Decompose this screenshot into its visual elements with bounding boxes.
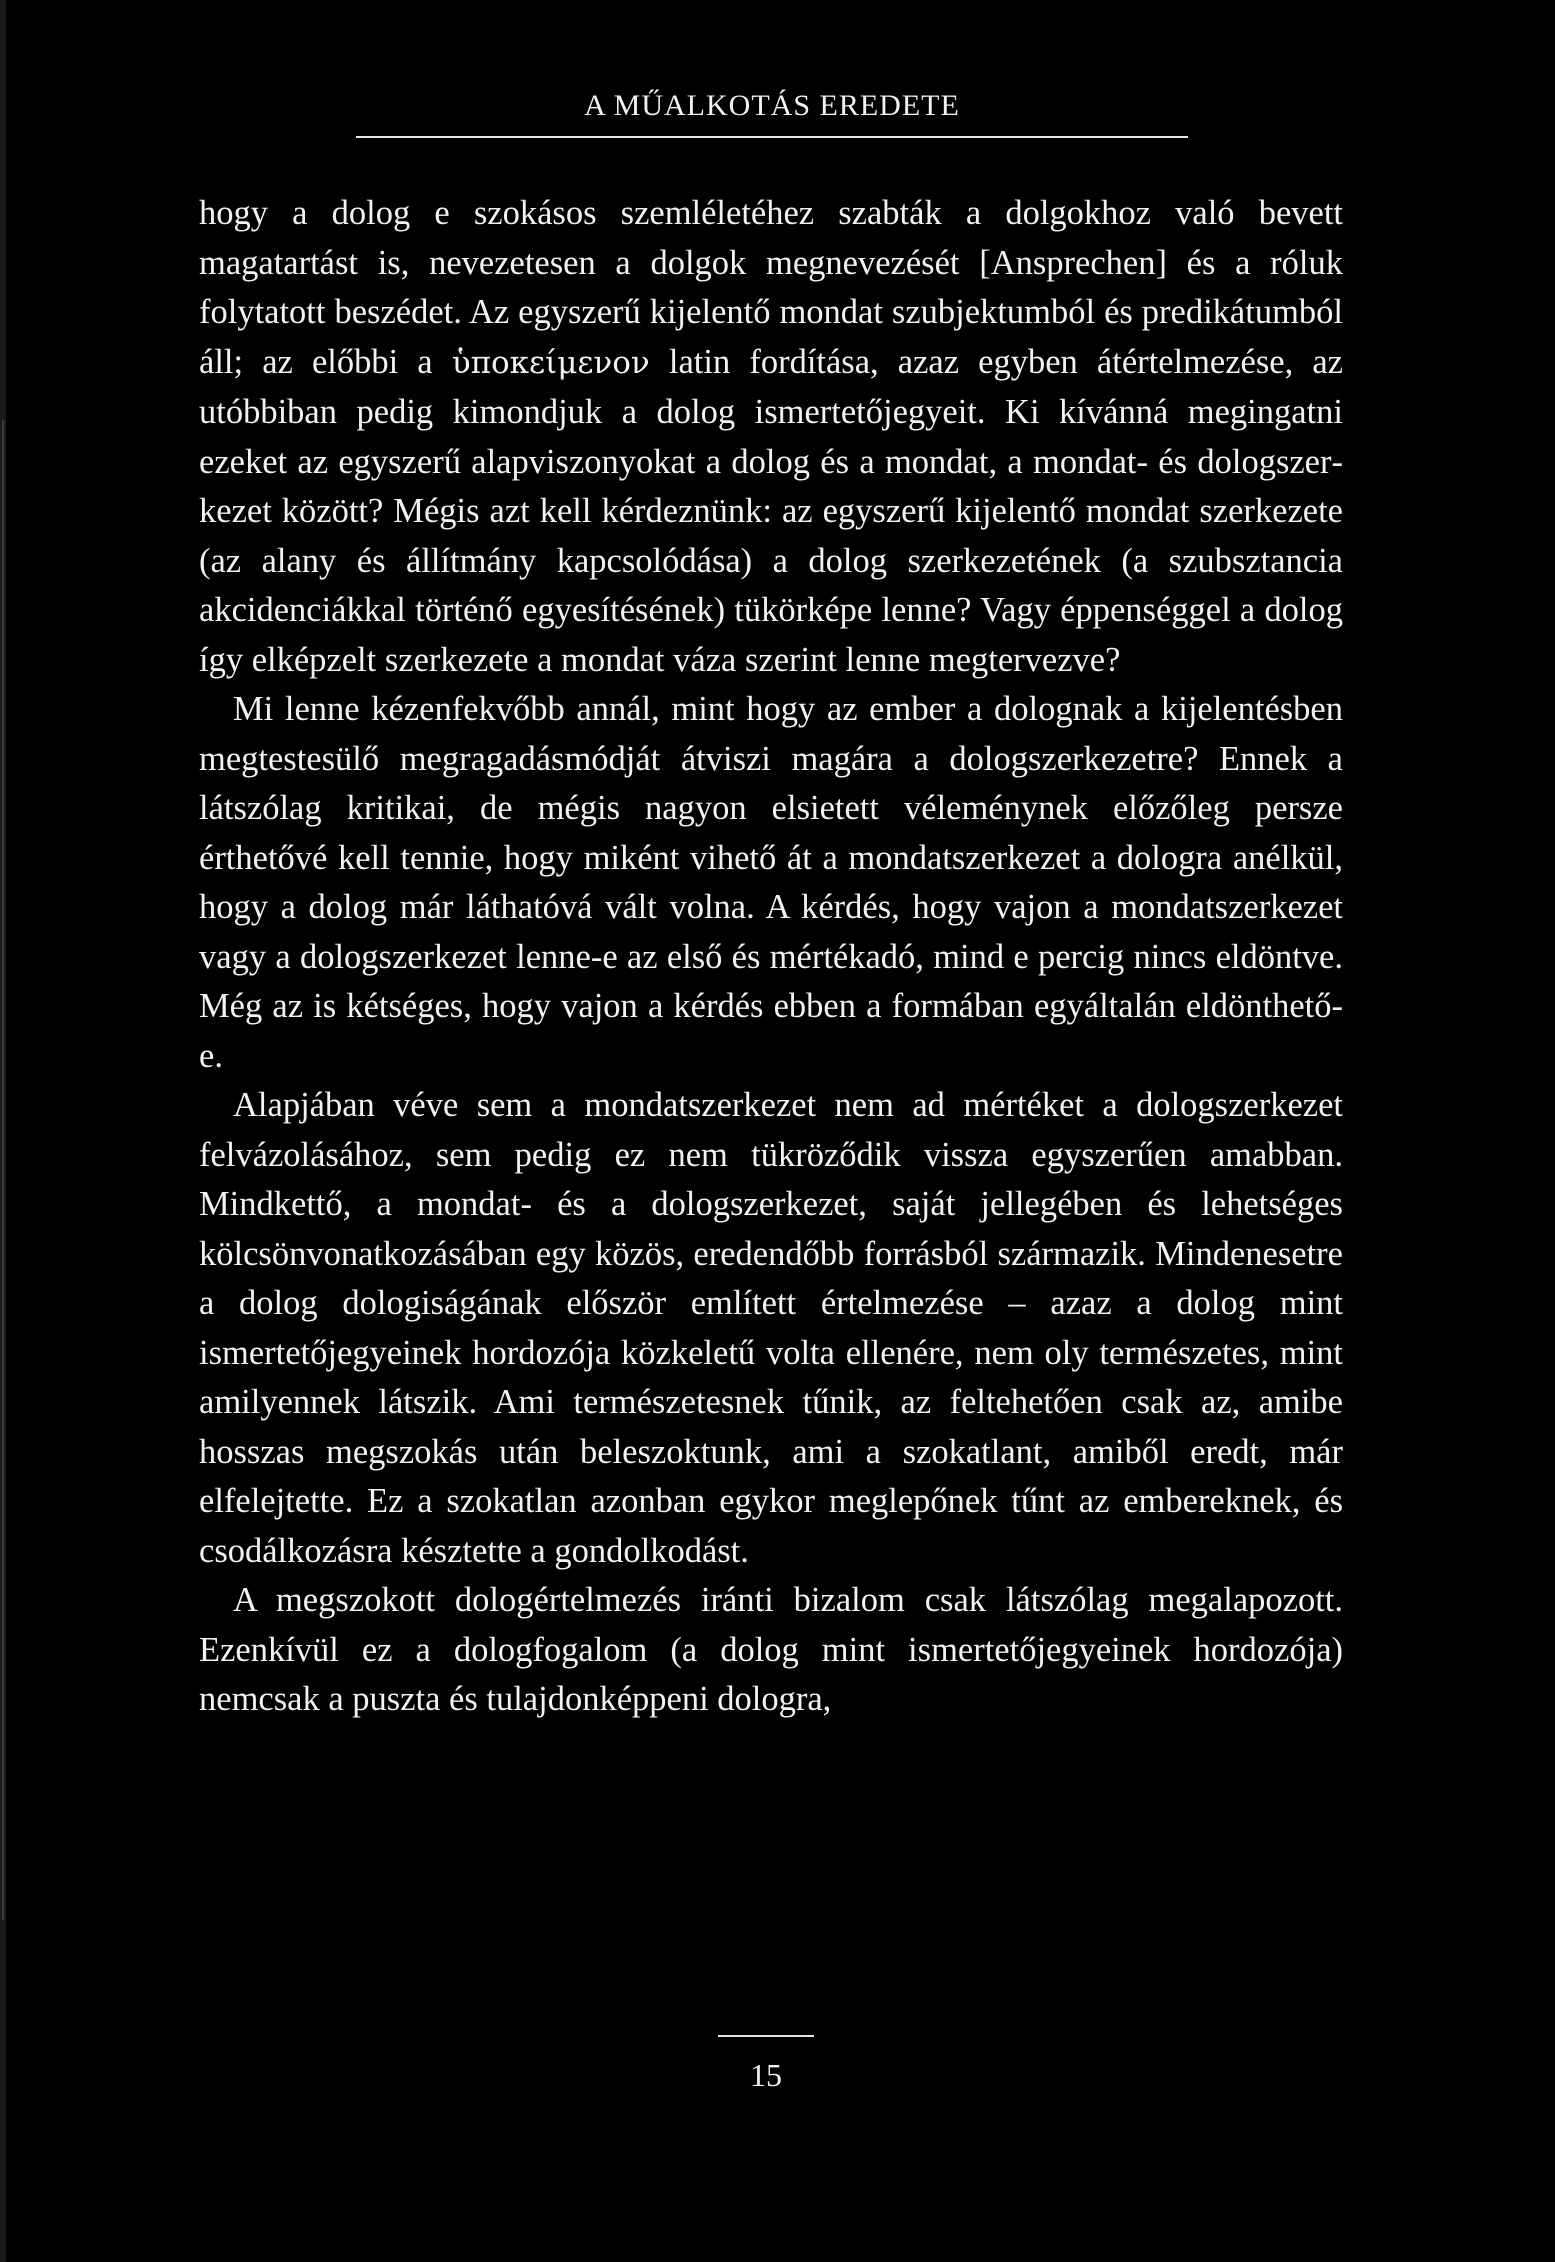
paragraph-2: Mi lenne kézenfekvőbb annál, mint hogy az ember a dolognak a kijelentésben megtestesülő megragadásmódját átviszi magára a dologszerkezetre? Ennek a látszólag kritikai, de mégis nagyon elsietett véleménynek előzőleg persze érthetővé kell tennie, hogy miként vihető át a mondatszerkezet a dologra anélkül, hogy a dolog már láthatóvá vált volna. A kérdés, hogy vajon a mondatszerkezet vagy a dologszerkezet lenne-e az első és mértékadó, mind e percig nincs eldöntve. Még az is kétséges, hogy vajon a kérdés ebben a formában egyáltalán eldönthető-e. [199, 690, 1343, 1075]
running-title: A MŰALKOTÁS EREDETE [584, 89, 960, 122]
page-body [199, 189, 1343, 1725]
paragraph-1-part-b: latin fordítása, azaz egyben átértelmezése, az utóbbiban pedig kimondjuk a dolog ismertetőjegyeit. Ki kívánná megingatni ezeket az egyszerű alapviszonyokat a dolog és a mondat, a mondat- és dologszerkezet között? Mégis azt kell kérdeznünk: az egyszerű kijelentő mondat szerkezete (az alany és állítmány kapcsolódása) a dolog szerkezetének (a szubsztancia akcidenciákkal történő egyesítésének) tükörképe lenne? Vagy éppenséggel a dolog így elképzelt szerkezete a mondat váza szerint lenne megtervezve? [199, 342, 1343, 679]
paragraph-1-part-a: hogy a dolog e szokásos szemléletéhez szabták a dolgokhoz való bevett magatartást is, nevezetesen a dolgok megnevezését [Ansprechen] és a róluk folytatott beszédet. Az egyszerű kijelentő mondat szubjektumból és predikátumból áll; az előbbi a [199, 194, 1343, 381]
scan-left-edge [0, 0, 6, 2262]
page-number: 15 [750, 2057, 782, 2093]
header-rule [356, 136, 1188, 138]
paragraph-4: A megszokott dologértelmezés iránti bizalom csak látszólag megalapozott. Ezenkívül ez a dologfogalom (a dolog mint ismertetőjegyeinek hordozója) nemcsak a puszta és tulajdonképpeni dologra, [199, 1581, 1343, 1718]
footer-rule [718, 2035, 814, 2037]
paragraph-1 [199, 189, 1343, 685]
paragraph-3: Alapjában véve sem a mondatszerkezet nem ad mértéket a dologszerkezet felvázolásához, sem pedig ez nem tükröződik vissza egyszerűen amabban. Mindkettő, a mondat- és a dologszerkezet, saját jellegében és lehetséges kölcsönvonatkozásában egy közös, eredendőbb forrásból származik. Mindenesetre a dolog dologiságának először említett értelmezése – azaz a dolog mint ismertetőjegyeinek hordozója közkeletű volta ellenére, nem oly természetes, mint amilyennek látszik. Ami természetesnek tűnik, az feltehetően csak az, amibe hosszas megszokás után beleszoktunk, ami a szokatlant, amiből eredt, már elfelejtette. Ez a szokatlan azonban egykor meglepőnek tűnt az embereknek, és csodálkozásra késztette a gondolkodást. [199, 1086, 1343, 1570]
greek-term: ὑποκείμενον [451, 344, 650, 381]
